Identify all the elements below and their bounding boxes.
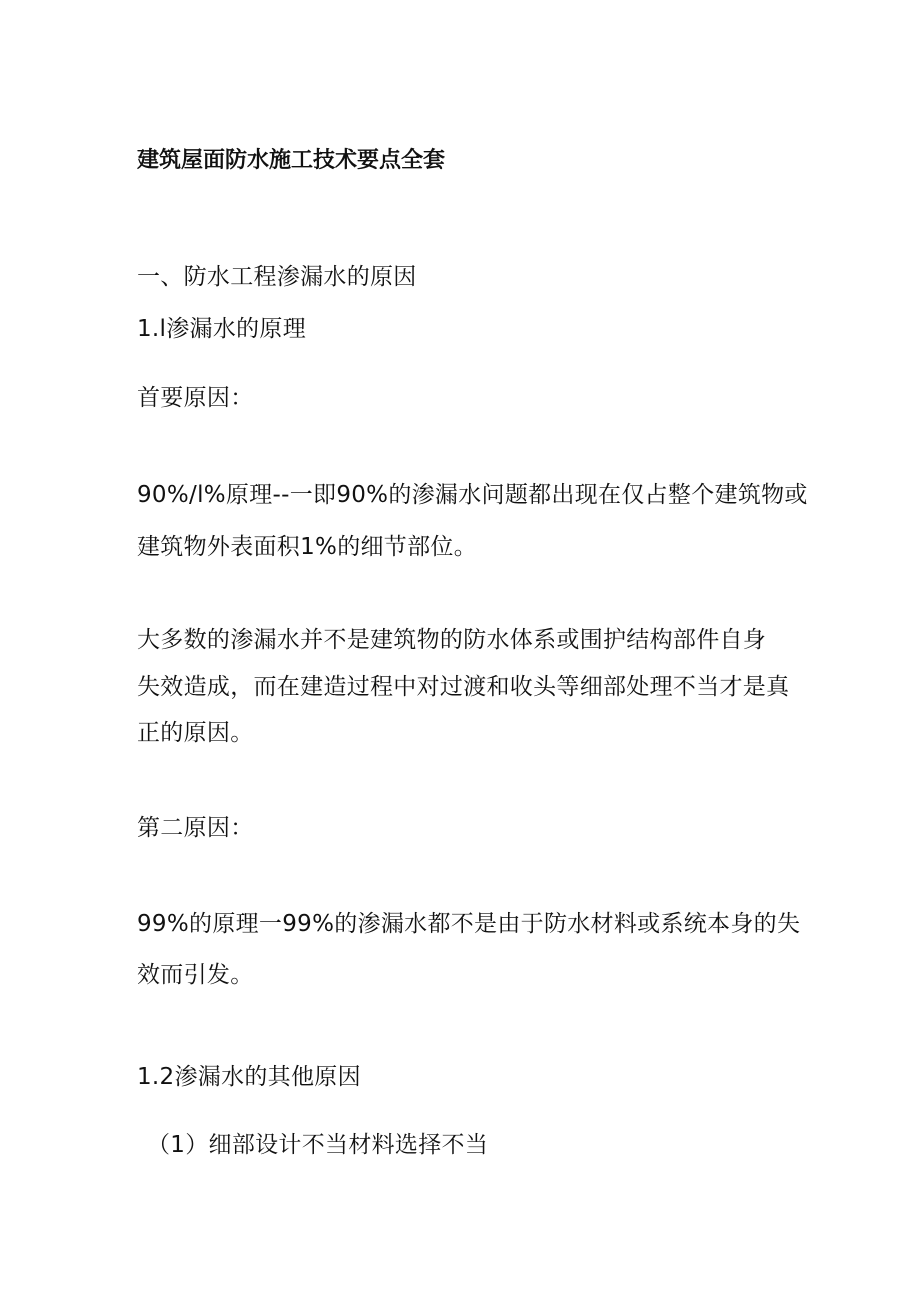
primary-cause-label: 首要原因： <box>137 385 254 411</box>
explanation-line-3: 正的原因。 <box>137 720 254 746</box>
list-item-1: （1）细部设计不当材料选择不当 <box>147 1132 489 1158</box>
section-1-heading: 一、防水工程渗漏水的原因 <box>137 264 417 290</box>
primary-cause-text-line-2: 建筑物外表面积1%的细节部位。 <box>137 534 477 560</box>
explanation-line-2: 失效造成，而在建造过程中对过渡和收头等细部处理不当才是真 <box>137 674 790 700</box>
primary-cause-text-line-1: 90%/l%原理--一即90%的渗漏水问题都出现在仅占整个建筑物或 <box>137 482 808 508</box>
second-cause-text-line-1: 99%的原理一99%的渗漏水都不是由于防水材料或系统本身的失 <box>137 911 801 937</box>
document-title: 建筑屋面防水施工技术要点全套 <box>137 148 446 173</box>
second-cause-label: 第二原因： <box>137 815 254 841</box>
section-1-2-heading: 1.2渗漏水的其他原因 <box>137 1064 361 1090</box>
section-1-1-heading: 1.l渗漏水的原理 <box>137 316 307 342</box>
explanation-line-1: 大多数的渗漏水并不是建筑物的防水体系或围护结构部件自身 <box>137 627 767 653</box>
second-cause-text-line-2: 效而引发。 <box>137 962 254 988</box>
